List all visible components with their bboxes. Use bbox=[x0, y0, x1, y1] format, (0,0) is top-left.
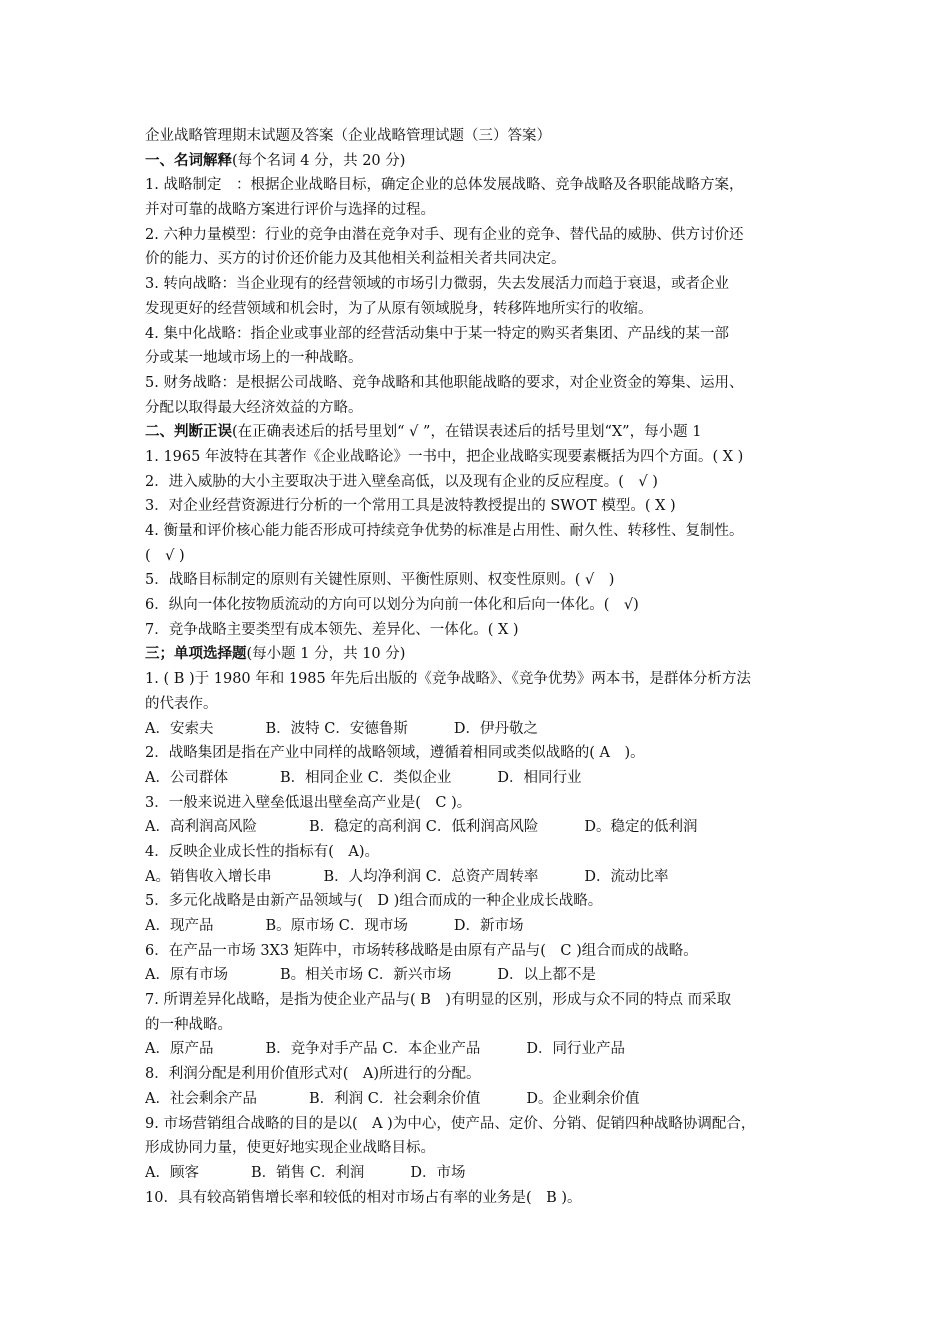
option: D．相同行业 bbox=[497, 769, 582, 786]
options-row bbox=[145, 1087, 810, 1112]
document-title: 企业战略管理期末试题及答案（企业战略管理试题（三）答案） bbox=[145, 128, 551, 144]
definition-line: 发现更好的经营领域和机会时，为了从原有领域脱身，转移阵地所实行的收缩。 bbox=[145, 300, 653, 317]
definition-line: 价的能力、买方的讨价还价能力及其他相关利益相关者共同决定。 bbox=[145, 251, 566, 268]
option: B．利润 C．社会剩余价值 bbox=[308, 1090, 481, 1107]
question-text: 的一种战略。 bbox=[145, 1016, 232, 1033]
question-text: 3．一般来说进入壁垒低退出壁垒高产业是( C )。 bbox=[145, 794, 472, 811]
option: D．流动比率 bbox=[584, 868, 669, 885]
definition-line: 3. 转向战略：当企业现有的经营领域的市场引力微弱，失去发展活力而趋于衰退，或者企业 bbox=[145, 276, 729, 293]
options-row bbox=[145, 865, 810, 890]
option: B。相关市场 C．新兴市场 bbox=[279, 967, 452, 984]
section-title: 三；单项选择题 bbox=[145, 645, 247, 663]
option: D．新市场 bbox=[453, 918, 524, 934]
option: A．安索夫 bbox=[145, 720, 214, 737]
section-heading bbox=[145, 642, 810, 667]
judgement-item: 7．竞争战略主要类型有成本领先、差异化、一体化。( X ) bbox=[145, 621, 519, 638]
section-note: (每小题 1 分，共 10 分) bbox=[246, 646, 406, 663]
options-row bbox=[145, 717, 810, 742]
section-note: (每个名词 4 分，共 20 分) bbox=[232, 152, 406, 169]
option: B．人均净利润 C．总资产周转率 bbox=[323, 868, 539, 885]
question-text: 9. 市场营销组合战略的目的是以( A )为中心，使产品、定价、分销、促销四种战略协调配合， bbox=[145, 1115, 756, 1132]
option: A．原产品 bbox=[145, 1041, 214, 1058]
question-text: 2．战略集团是指在产业中同样的战略领域，遵循着相同或类似战略的( A )。 bbox=[145, 745, 645, 762]
judgement-item: 6．纵向一体化按物质流动的方向可以划分为向前一体化和后向一体化。( √) bbox=[145, 597, 639, 614]
question-text: 7. 所谓差异化战略，是指为使企业产品与( B )有明显的区别，形成与众不同的特点 而采取 bbox=[145, 992, 732, 1009]
question-text: 形成协同力量，使更好地实现企业战略目标。 bbox=[145, 1140, 435, 1157]
question-text: 6．在产品一市场 3X3 矩阵中，市场转移战略是由原有产品与( C )组合而成的战略。 bbox=[145, 942, 698, 959]
judgement-item: 1. 1965 年波特在其著作《企业战略论》一书中，把企业战略实现要素概括为四个方面。( X ) bbox=[145, 448, 744, 465]
option: B．竞争对手产品 C．本企业产品 bbox=[265, 1041, 481, 1058]
option: B。原市场 C．现市场 bbox=[265, 918, 408, 934]
judgement-item: 2．进入威胁的大小主要取决于进入壁垒高低，以及现有企业的反应程度。( √ ) bbox=[145, 473, 658, 490]
definition-line: 分配以取得最大经济效益的方略。 bbox=[145, 399, 363, 416]
definition-line: 分或某一地域市场上的一种战略。 bbox=[145, 350, 363, 367]
question-text: 8．利润分配是利用价值形式对( A)所进行的分配。 bbox=[145, 1066, 481, 1083]
options-row bbox=[145, 914, 810, 939]
option: D．伊丹敬之 bbox=[453, 720, 538, 737]
judgement-item: 4. 衡量和评价核心能力能否形成可持续竞争优势的标准是占用性、耐久性、转移性、复制性。 bbox=[145, 523, 744, 539]
option: B．销售 C．利润 bbox=[250, 1164, 365, 1181]
section-title: 一、名词解释 bbox=[145, 151, 232, 169]
option: A．现产品 bbox=[145, 918, 214, 934]
definition-line: 1. 战略制定 ：根据企业战略目标，确定企业的总体发展战略、竞争战略及各职能战略方案， bbox=[145, 177, 744, 194]
question-text: 1. ( B )于 1980 年和 1985 年先后出版的《竞争战略》、《竞争优势》两本书，是群体分析方法 bbox=[145, 671, 751, 688]
options-row bbox=[145, 766, 810, 791]
judgement-item: ( √ ) bbox=[145, 547, 185, 564]
option: D．同行业产品 bbox=[526, 1041, 625, 1058]
option: A。销售收入增长串 bbox=[145, 868, 272, 885]
option: D．以上都不是 bbox=[497, 967, 596, 984]
option: D。稳定的低利润 bbox=[584, 819, 698, 836]
definition-line: 2. 六种力量模型：行业的竞争由潜在竞争对手、现有企业的竞争、替代品的威胁、供方讨价还 bbox=[145, 226, 744, 243]
option: B．相同企业 C．类似企业 bbox=[279, 769, 452, 786]
options-row bbox=[145, 963, 810, 988]
definition-line: 4. 集中化战略：指企业或事业部的经营活动集中于某一特定的购买者集团、产品线的某一部 bbox=[145, 325, 729, 342]
options-row bbox=[145, 1037, 810, 1062]
option: A．公司群体 bbox=[145, 769, 228, 786]
option: B．波特 C．安德鲁斯 bbox=[265, 720, 408, 737]
section-heading bbox=[145, 420, 810, 445]
option: B．稳定的高利润 C．低利润高风险 bbox=[308, 819, 539, 836]
question-text: 4．反映企业成长性的指标有( A)。 bbox=[145, 843, 380, 860]
option: D．市场 bbox=[410, 1164, 466, 1181]
options-row bbox=[145, 1161, 810, 1186]
question-text: 10．具有较高销售增长率和较低的相对市场占有率的业务是( B )。 bbox=[145, 1189, 582, 1206]
option: A．原有市场 bbox=[145, 967, 228, 984]
section-heading bbox=[145, 149, 810, 174]
question-text: 5．多元化战略是由新产品领域与( D )组合而成的一种企业成长战略。 bbox=[145, 893, 603, 910]
definition-line: 并对可靠的战略方案进行评价与选择的过程。 bbox=[145, 202, 435, 219]
option: A．顾客 bbox=[145, 1164, 199, 1181]
judgement-item: 3．对企业经营资源进行分析的一个常用工具是波特教授提出的 SWOT 模型。( X ) bbox=[145, 498, 676, 515]
option: A．高利润高风险 bbox=[145, 819, 257, 836]
section-note: (在正确表述后的括号里划“ √ ”，在错误表述后的括号里划“X”，每小题 1 bbox=[232, 424, 702, 441]
option: D。企业剩余价值 bbox=[526, 1090, 640, 1107]
judgement-item: 5．战略目标制定的原则有关键性原则、平衡性原则、权变性原则。( √ ) bbox=[145, 572, 615, 589]
definition-line: 5. 财务战略：是根据公司战略、竞争战略和其他职能战略的要求，对企业资金的筹集、运用、 bbox=[145, 374, 744, 391]
question-text: 的代表作。 bbox=[145, 695, 218, 712]
options-row bbox=[145, 815, 810, 840]
option: A．社会剩余产品 bbox=[145, 1090, 257, 1107]
section-title: 二、判断正误 bbox=[145, 423, 232, 441]
document-body bbox=[145, 124, 810, 1210]
